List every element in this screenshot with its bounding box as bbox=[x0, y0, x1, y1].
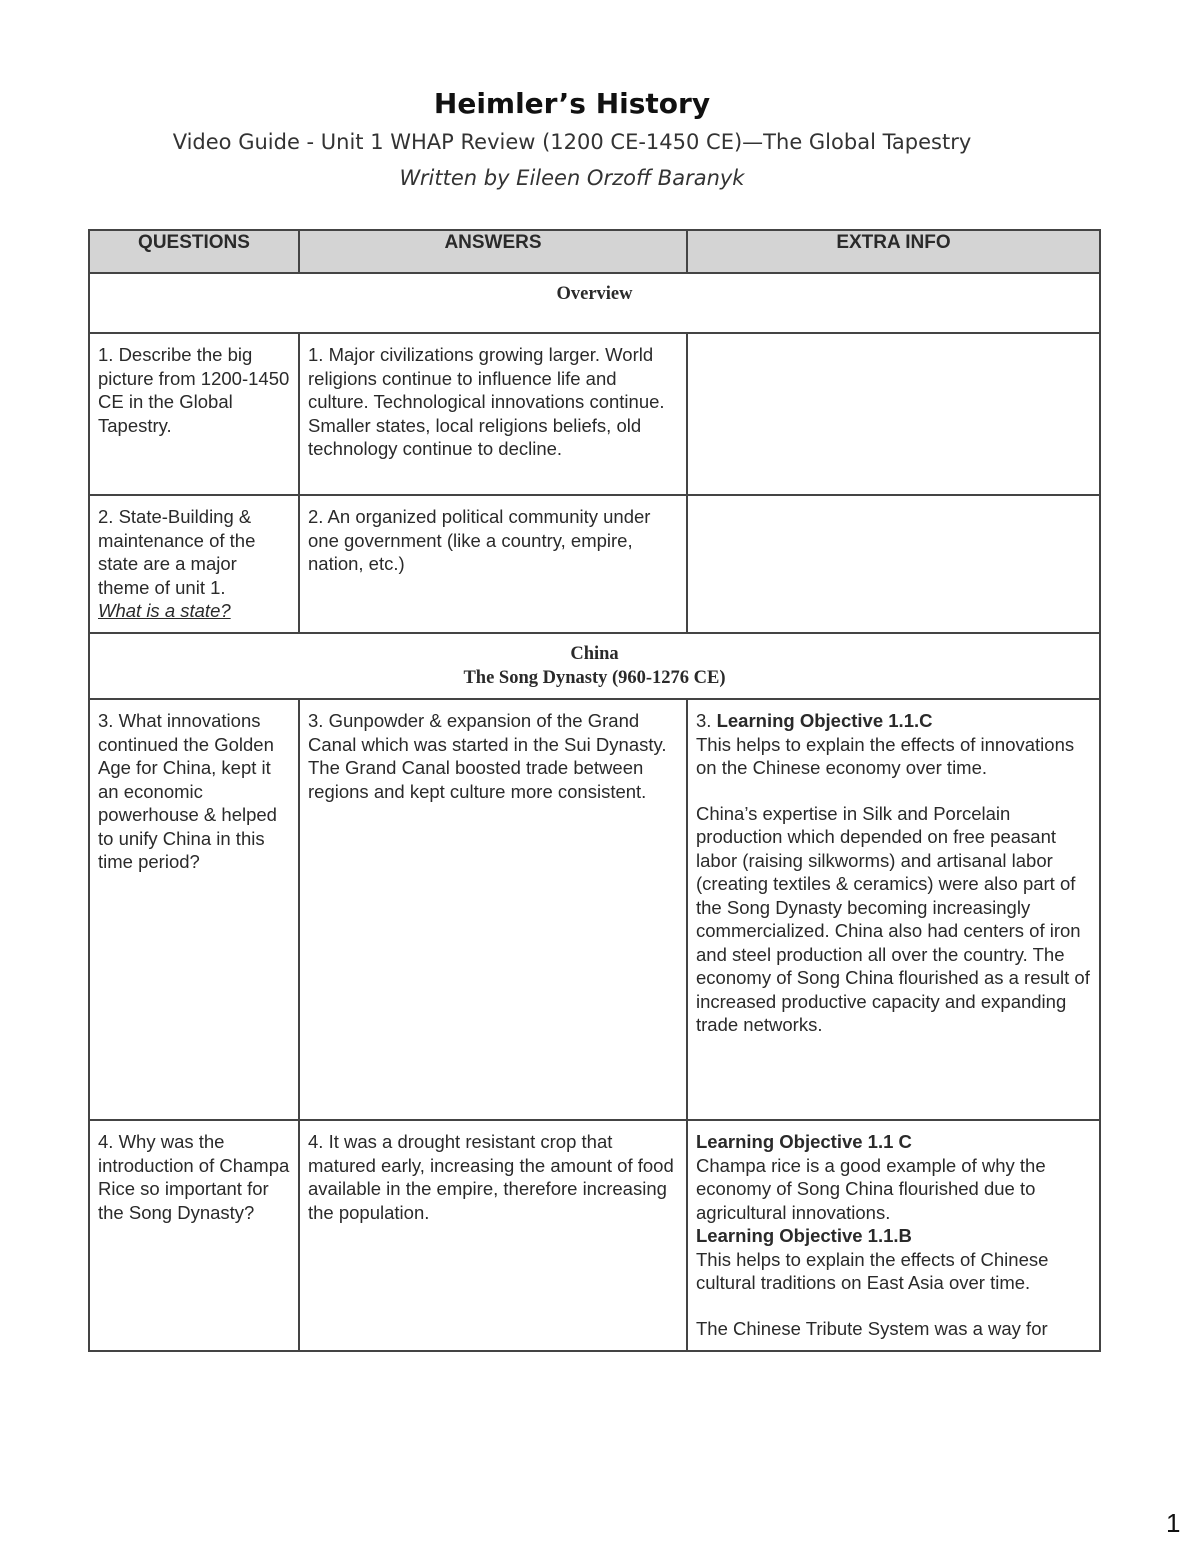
column-header-extra-info: EXTRA INFO bbox=[687, 230, 1100, 273]
section-row-china bbox=[89, 633, 1100, 699]
section-title-china: China bbox=[570, 644, 619, 664]
extra-paragraph: China’s expertise in Silk and Porcelain production which depended on free peasant labor (raising silkworms) and artisanal labor (creating textiles & ceramics) were also part of the Song Dynasty becoming increasingly commercialized. China also had centers of iron and steel production all over the country. The economy of Song China flourished as a result of increased productive capacity and expanding trade networks. bbox=[696, 802, 1090, 1035]
document-subtitle: Video Guide - Unit 1 WHAP Review (1200 CE-1450 CE)—The Global Tapestry bbox=[172, 130, 972, 154]
column-header-answers: ANSWERS bbox=[299, 230, 687, 273]
question-cell: 3. What innovations continued the Golden Age for China, kept it an economic powerhouse & helped to unify China in this time period? bbox=[89, 699, 299, 1120]
extra-number: 3. bbox=[696, 710, 712, 731]
section-row-overview bbox=[89, 273, 1100, 333]
question-cell bbox=[89, 495, 299, 633]
table-row bbox=[89, 1120, 1100, 1351]
section-subtitle-song-dynasty: The Song Dynasty (960-1276 CE) bbox=[463, 668, 726, 688]
video-guide-table bbox=[88, 229, 1101, 1352]
answer-cell: 1. Major civilizations growing larger. World religions continue to influence life and culture. Technological innovations continue. Smaller states, local religions beliefs, old technology continue to decline. bbox=[299, 333, 687, 495]
question-cell: 1. Describe the big picture from 1200-1450 CE in the Global Tapestry. bbox=[89, 333, 299, 495]
learning-objective-label: Learning Objective 1.1.B bbox=[696, 1225, 912, 1246]
document-author: Written by Eileen Orzoff Baranyk bbox=[399, 166, 745, 190]
table-row bbox=[89, 699, 1100, 1120]
document-title: Heimler’s History bbox=[433, 87, 711, 120]
table-header-row bbox=[89, 230, 1100, 273]
table-row bbox=[89, 333, 1100, 495]
extra-info-cell bbox=[687, 333, 1100, 495]
extra-info-cell bbox=[687, 1120, 1100, 1351]
learning-objective-label: Learning Objective 1.1 C bbox=[696, 1131, 912, 1152]
table-row bbox=[89, 495, 1100, 633]
learning-objective bbox=[696, 709, 1091, 733]
column-header-questions: QUESTIONS bbox=[89, 230, 299, 273]
page-number: 1 bbox=[1166, 1508, 1181, 1538]
answer-cell: 3. Gunpowder & expansion of the Grand Canal which was started in the Sui Dynasty. The Grand Canal boosted trade between regions and kept culture more consistent. bbox=[299, 699, 687, 1120]
section-china bbox=[89, 633, 1100, 699]
answer-cell: 2. An organized political community under one government (like a country, empire, nation, etc.) bbox=[299, 495, 687, 633]
learning-objective-text: This helps to explain the effects of innovations on the Chinese economy over time. bbox=[696, 733, 1075, 778]
document-header bbox=[0, 84, 1144, 196]
learning-objective-text: This helps to explain the effects of Chinese cultural traditions on East Asia over time. bbox=[696, 1248, 1049, 1293]
extra-paragraph: The Chinese Tribute System was a way for bbox=[696, 1317, 1048, 1339]
question-text: 2. State-Building & maintenance of the state are a major theme of unit 1. bbox=[98, 506, 256, 598]
learning-objective-text: Champa rice is a good example of why the economy of Song China flourished due to agricultural innovations. bbox=[696, 1154, 1046, 1223]
question-cell: 4. Why was the introduction of Champa Rice so important for the Song Dynasty? bbox=[89, 1120, 299, 1351]
learning-objective-label: Learning Objective 1.1.C bbox=[716, 710, 933, 731]
extra-info-cell bbox=[687, 699, 1100, 1120]
section-title-overview: Overview bbox=[89, 273, 1100, 333]
extra-info-cell bbox=[687, 495, 1100, 633]
question-emphasis: What is a state? bbox=[98, 600, 231, 621]
answer-cell: 4. It was a drought resistant crop that matured early, increasing the amount of food available in the empire, therefore increasing the population. bbox=[299, 1120, 687, 1351]
